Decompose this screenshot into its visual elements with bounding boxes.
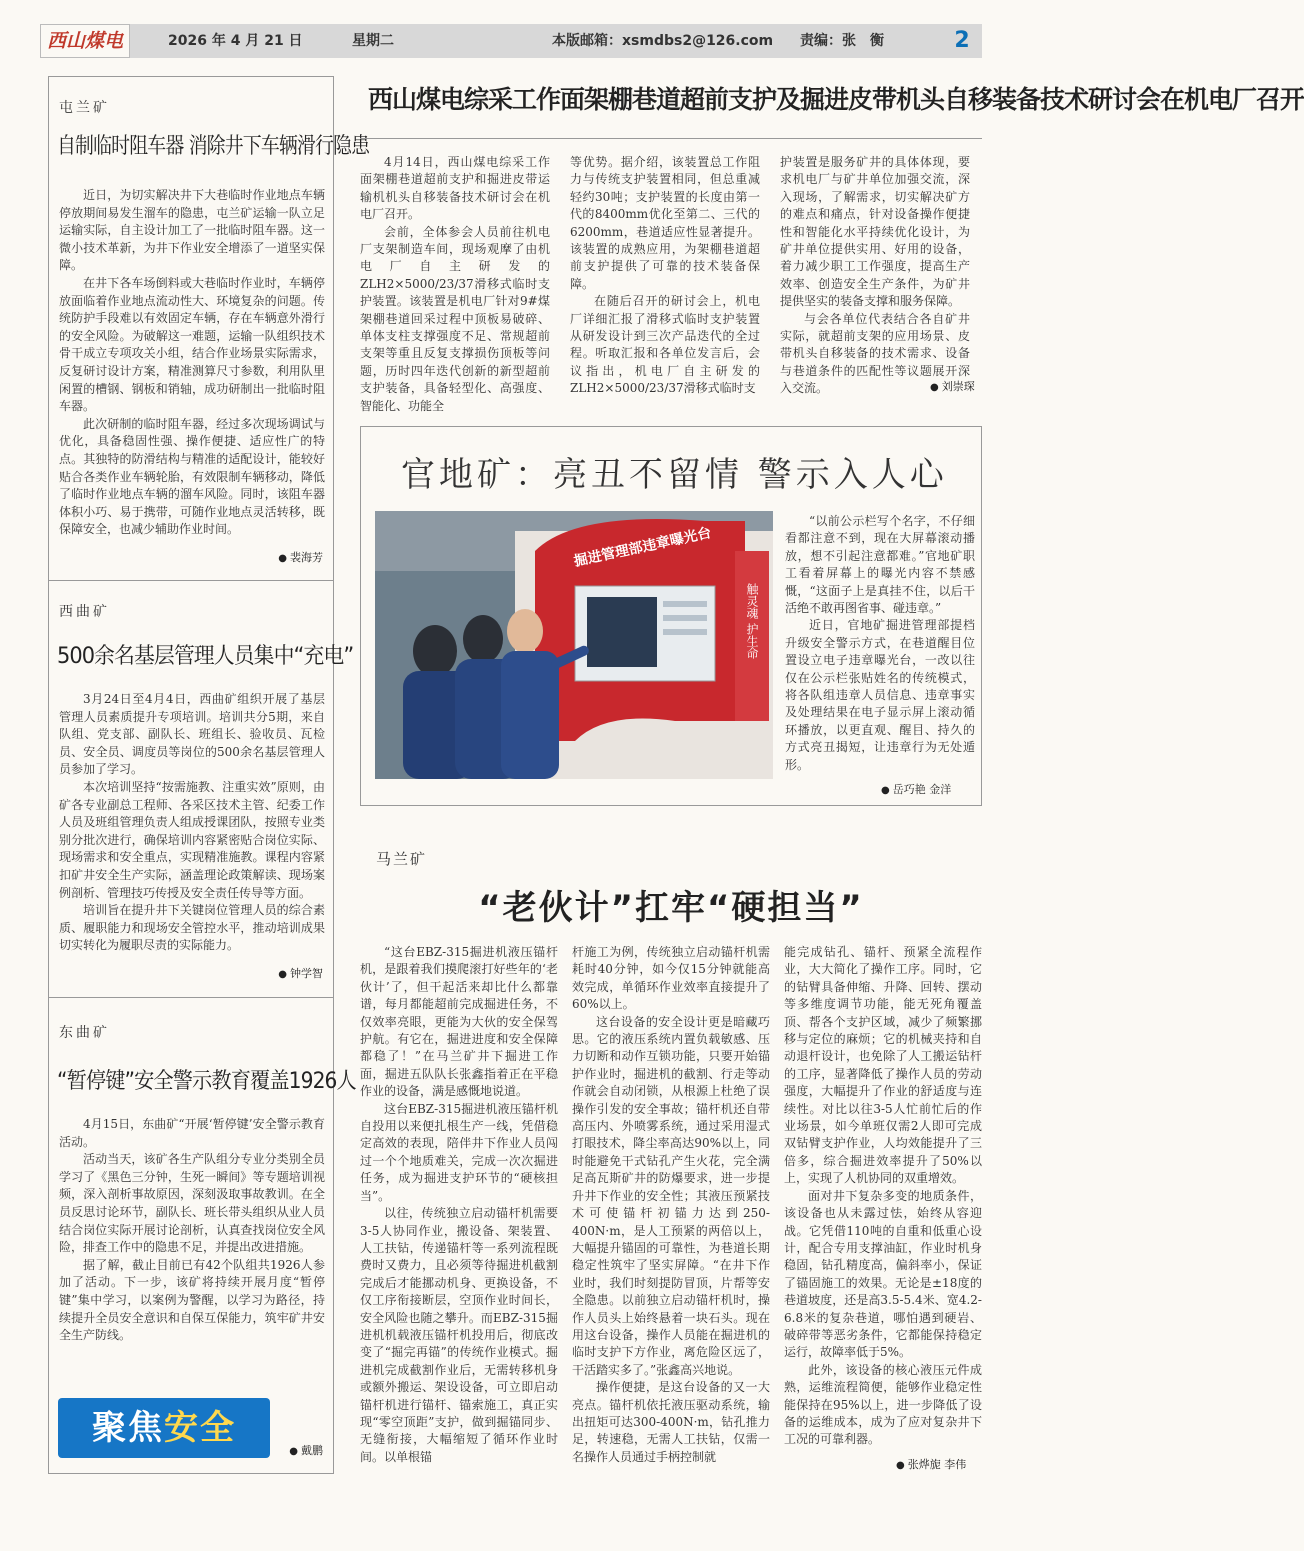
- region-label: 屯兰矿: [59, 100, 110, 116]
- article-body: [59, 691, 325, 955]
- issue-date: 2026 年 4 月 21 日: [168, 33, 303, 49]
- paragraph: 在随后召开的研讨会上，机电厂详细汇报了滑移式临时支护装置从研发设计到三次产品迭代的全过程。听取汇报和各单位发言后，会议指出，机电厂自主研发的ZLH2×5000/23/37滑移式临时支: [570, 294, 760, 396]
- paragraph: 本次培训坚持“按需施教、注重实效”原则，由矿各专业副总工程师、各采区技术主管、纪委工作人员及班组管理负责人组成授课团队，按照专业类别分批次进行，确保培训内容紧密贴合岗位实际、现场需求和安全重点，实现精准施教。课程内容紧扣矿井安全生产实际，涵盖理论政策解读、现场案例剖析、管理技巧传授及安全责任传导等方面。: [59, 779, 325, 900]
- page-email: 本版邮箱：xsmdbs2@126.com: [552, 33, 774, 49]
- article-author: ● 张烨旎 李伟: [896, 1456, 966, 1472]
- paragraph: 近日，为切实解决井下大巷临时作业地点车辆停放期间易发生溜车的隐患，屯兰矿运输一队立足运输实际，自主设计加工了一批临时阻车器。这一微小技术革新，为井下作业安全增添了一道坚实保障。: [59, 188, 325, 273]
- text-column: [570, 154, 760, 398]
- paragraph: 3月24日至4月4日，西曲矿组织开展了基层管理人员素质提升专项培训。培训共分5期，来自队组、党支部、副队长、班组长、验收员、瓦检员、安全员、调度员等岗位的500余名基层管理人员参加了学习。: [59, 692, 325, 777]
- article-body: [360, 944, 982, 1472]
- paragraph: 活动当天，该矿各生产队组分专业分类别全员学习了《黑色三分钟，生死一瞬间》等专题培训视频，深入剖析事故原因，深刻汲取事故教训。在全员反思讨论环节，副队长、班长带头组织从业人员结合岗位实际开展讨论剖析，认真查找岗位安全风险，排查工作中的隐患不足，并提出改进措施。: [59, 1152, 325, 1255]
- article-headline: 500余名基层管理人员集中“充电”: [57, 644, 354, 669]
- region-label: 东曲矿: [59, 1025, 110, 1041]
- page-editor: 责编：张 衡: [800, 33, 884, 49]
- board-title: 掘进管理部违章曝光台: [572, 525, 713, 570]
- banner-text-accent: 安全: [164, 1408, 236, 1448]
- left-column: [48, 76, 370, 1474]
- paragraph: 以往，传统独立启动锚杆机需要3-5人协同作业，搬设备、架装置、人工扶钻，传递锚杆等一系列流程既费时又费力，且必须等待掘进机截割完成后才能挪动机身、更换设备，不仅工序衔接断层，空顶作业时间长，安全风险也随之攀升。而EBZ-315掘进机机载液压锚杆机投用后，彻底改变了“掘完再锚”的传统作业模式。掘进机完成截割作业后，无需转移机身或额外搬运、架设设备，可立即启动锚杆机进行锚杆、锚索施工，真正实现“零空顶距”支护，做到掘锚同步、无缝衔接，大幅缩短了循环作业时间。以单根锚: [360, 1206, 558, 1464]
- article-author: ● 钟学智: [278, 965, 323, 981]
- paragraph: 与会各单位代表结合各自矿井实际，就超前支架的应用场景、皮带机头自移装备的技术需求、设备与巷道条件的匹配性等议题展开深入交流。: [780, 311, 970, 396]
- paragraph: 4月14日，西山煤电综采工作面架棚巷道超前支护和掘进皮带运输机机头自移装备技术研讨会在机电厂召开。: [360, 155, 550, 222]
- article-author: ● 戴鹏: [289, 1442, 323, 1458]
- paragraph: “这台EBZ-315掘进机液压锚杆机，是跟着我们摸爬滚打好些年的‘老伙计’了，但干起活来却比什么都靠谱，每月都能超前完成掘进任务，不仅效率亮眼，更能为大伙的安全保驾护航。有它在，掘进进度和安全保障都稳了！”在马兰矿井下掘进工作面，掘进五队队长张鑫指着正在平稳作业的设备，满是感慨地说道。: [360, 945, 558, 1099]
- text-column: [572, 944, 770, 1466]
- text-column: [360, 944, 558, 1466]
- news-photo: [375, 511, 773, 779]
- paragraph: 近日，官地矿掘进管理部提档升级安全警示方式，在巷道醒目位置设立电子违章曝光台，一改以往仅在公示栏张贴姓名的传统模式，将各队组违章人员信息、违章事实及处理结果在电子显示屏上滚动循环播放，以更直观、醒目、持久的方式亮丑揭短，让违章行为无处遁形。: [785, 618, 975, 772]
- article-headline: 自制临时阻车器 消除井下车辆滑行隐患: [57, 134, 370, 159]
- paragraph: 培训旨在提升井下关键岗位管理人员的综合素质、履职能力和现场安全管控水平，推动培训成果切实转化为履职尽责的实际能力。: [59, 903, 325, 953]
- side-banner-text: 触灵魂 护生命: [745, 583, 759, 659]
- paragraph: 在井下各车场倒料或大巷临时作业时，车辆停放面临着作业地点流动性大、环境复杂的问题。传统防护手段难以有效固定车辆，存在车辆意外滑行的安全风险。为破解这一难题，运输一队组织技术骨干成立专项攻关小组，结合作业场景实际需求，反复研讨设计方案，精准测算尺寸参数，利用队里闲置的槽钢、钢板和销轴，成功研制出一批临时阻车器。: [59, 275, 325, 414]
- headline-rule: [360, 138, 982, 139]
- paragraph: 4月15日，东曲矿“开展‘暂停键’安全警示教育活动。: [59, 1117, 325, 1149]
- paragraph: 操作便捷，是这台设备的又一大亮点。锚杆机依托液压驱动系统，输出扭矩可达300-400N·m，钻孔推力足，转速稳，无需人工扶钻，仅需一名操作人员通过手柄控制就: [572, 1380, 770, 1464]
- banner-text-main: 聚焦: [92, 1408, 164, 1448]
- article-body: [785, 513, 975, 774]
- masthead: [40, 24, 982, 58]
- text-column: [360, 154, 550, 415]
- photo-illustration: [375, 511, 773, 779]
- focus-safety-banner: [58, 1398, 270, 1458]
- section-divider: [49, 580, 333, 581]
- region-label: 马兰矿: [376, 850, 428, 868]
- paragraph: 这台EBZ-315掘进机液压锚杆机自投用以来便扎根生产一线，凭借稳定高效的表现，陪伴井下作业人员闯过一个个地质难关，完成一次次掘进任务，成为掘进支护环节的“硬核担当”。: [360, 1101, 558, 1203]
- paragraph: 会前，全体参会人员前往机电厂支架制造车间，现场观摩了由机电厂自主研发的ZLH2×5000/23/37滑移式临时支护装置。该装置是机电厂针对9#煤架棚巷道回采过程中顶板易破碎、单体支柱支撑强度不足、常规超前支架等重且反复支撑损伤顶板等问题，历时四年迭代创新的新型超前支护装备，具备轻型化、高强度、智能化、功能全: [360, 224, 550, 413]
- article-headline: “暂停键”安全警示教育覆盖1926人: [57, 1069, 356, 1094]
- issue-weekday: 星期二: [352, 33, 394, 49]
- section-divider: [49, 997, 333, 998]
- text-column: [780, 154, 970, 398]
- paragraph: “以前公示栏写个名字，不仔细看都注意不到，现在大屏幕滚动播放，想不引起注意都难。”官地矿职工看着屏幕上的曝光内容不禁感慨，“这面子上是真挂不住，以后干活绝不敢再图省事、碰违章。”: [785, 514, 975, 616]
- article-author: ● 刘崇琛: [930, 378, 975, 394]
- article-body: [59, 1116, 325, 1345]
- top-article-headline: 西山煤电综采工作面架棚巷道超前支护及掘进皮带机头自移装备技术研讨会在机电厂召开: [368, 85, 1304, 114]
- article-guandi: [360, 426, 982, 806]
- paragraph: 面对井下复杂多变的地质条件，该设备也从未露过怯，始终从容迎战。它凭借110吨的自重和低重心设计，配合专用支撑油缸，作业时机身稳固，钻孔精度高，偏斜率小，保证了锚固施工的效果。无论是±18度的巷道坡度，还是高3.5-5.4米、宽4.2-6.8米的复杂巷道，哪怕遇到硬岩、破碎带等恶劣条件，它都能保持稳定运行，故障率低于5%。: [784, 1188, 982, 1360]
- paragraph: 此次研制的临时阻车器，经过多次现场调试与优化，具备稳固性强、操作便捷、适应性广的特点。其独特的防滑结构与精准的适配设计，能较好贴合各类作业车辆轮胎，有效限制车辆移动，降低了临时作业地点车辆的溜车风险。同时，该阻车器体积小巧、易于携带，可随作业地点灵活转移，既保障安全，也减少辅助作业时间。: [59, 416, 325, 537]
- paragraph: 这台设备的安全设计更是暗藏巧思。它的液压系统内置负载敏感、压力切断和动作互锁功能，只要开始锚护作业时，掘进机的截割、行走等动作就会自动闭锁，从根源上杜绝了误操作引发的安全事故；锚杆机还自带高压内、外喷雾系统，通过采用湿式打眼技术，降尘率高达90%以上，同时能避免干式钻孔产生火花，完全满足高瓦斯矿井的防爆要求，进一步提升井下作业的安全性；其液压预紧技术可使锚杆初锚力达到250-400N·m，是人工预紧的两倍以上，大幅提升锚固的可靠性，为巷道长期稳定性筑牢了坚实屏障。“在井下作业时，我们时刻提防冒顶，片帮等安全隐患。以前独立启动锚杆机时，操作人员头上始终悬着一块石头。现在用这台设备，操作人员能在掘进机的临时支护下方作业，离危险区远了，干活踏实多了。”张鑫高兴地说。: [572, 1014, 770, 1377]
- region-label: 西曲矿: [59, 604, 110, 620]
- newspaper-logo: 西山煤电: [40, 24, 130, 58]
- paragraph: 护装置是服务矿井的具体体现，要求机电厂与矿井单位加强交流，深入现场，了解需求，切实解决矿方的难点和痛点，针对设备操作便捷性和智能化水平持续优化设计，为矿井单位提供实用、好用的设备，着力减少职工工作强度，提高生产效率、创造安全生产条件，为矿井提供坚实的装备支撑和服务保障。: [780, 155, 970, 309]
- paragraph: 能完成钻孔、锚杆、预紧全流程作业，大大简化了操作工序。同时，它的钻臂具备伸缩、升降、回转、摆动等多维度调节功能，能无死角覆盖顶、帮各个支护区域，减少了频繁挪移与定位的麻烦；它的机械夹持和自动退杆设计，也免除了人工搬运钻杆的工序，显著降低了操作人员的劳动强度，大幅提升了作业的舒适度与连续性。对比以往3-5人忙前忙后的作业场景，如今单班仅需2人即可完成双钻臂支护作业，人均效能提升了三倍多，综合掘进效率提升了50%以上，实现了人机协同的双重增效。: [784, 945, 982, 1186]
- paragraph: 杆施工为例，传统独立启动锚杆机需耗时40分钟，如今仅15分钟就能高效完成，单循环作业效率直接提升了60%以上。: [572, 945, 770, 1012]
- article-body: [59, 187, 325, 539]
- article-headline: 官地矿：亮丑不留情 警示入人心: [401, 455, 948, 495]
- text-column: [784, 944, 982, 1449]
- top-article-body: [360, 154, 982, 413]
- paragraph: 此外，该设备的核心液压元件成熟，运维流程简便，能够作业稳定性能保持在95%以上，进一步降低了设备的运维成本，成为了应对复杂井下工况的可靠利器。: [784, 1362, 982, 1447]
- page-number: 2: [954, 28, 970, 53]
- article-headline: “老伙计”扛牢“硬担当”: [478, 888, 864, 928]
- article-author: ● 岳巧艳 金洋: [881, 781, 951, 797]
- paragraph: 据了解，截止目前已有42个队组共1926人参加了活动。下一步，该矿将持续开展月度“暂停键”集中学习，以案例为警醒，以学习为路径，持续提升全员安全意识和自保互保能力，筑牢矿井安全生产防线。: [59, 1257, 325, 1343]
- paragraph: 等优势。据介绍，该装置总工作阻力与传统支护装置相同，但总重减轻约30吨；支护装置的长度由第一代的8400mm优化至第二、三代的6200mm，巷道适应性显著提升。该装置的成熟应用，为架棚巷道超前支护提供了可靠的技术装备保障。: [570, 155, 760, 291]
- article-author: ● 裴海芳: [278, 549, 323, 565]
